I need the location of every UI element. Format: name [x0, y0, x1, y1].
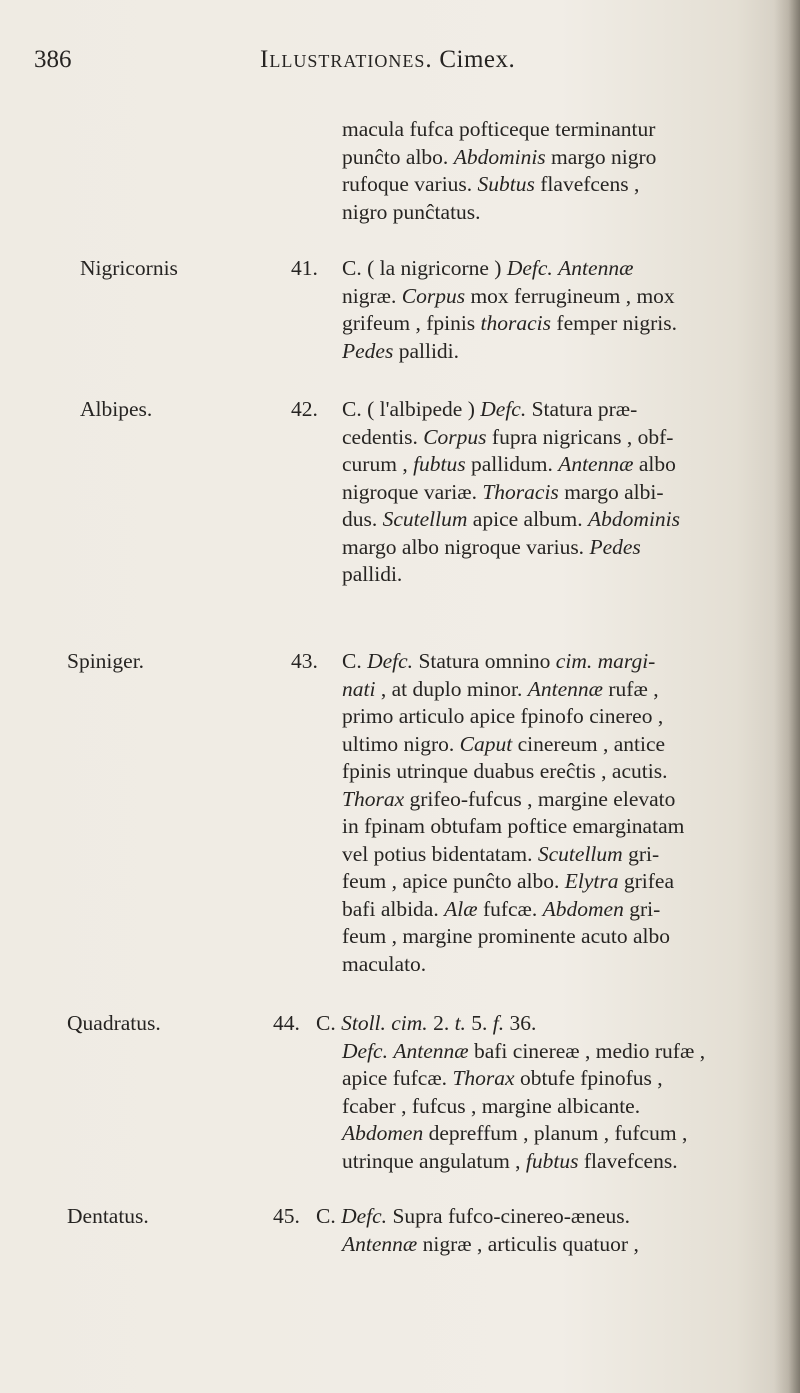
text-line: Thorax grifeo-fufcus , margine elevato [342, 786, 676, 811]
text-line: in fpinam obtufam poftice emarginatam [342, 814, 685, 838]
text-line: margo albo nigroque varius. Pedes [342, 534, 641, 559]
species-name: Nigricornis [80, 256, 178, 280]
species-name: Dentatus. [67, 1204, 149, 1228]
species-name: Albipes. [80, 397, 153, 421]
text-line: rufoque varius. Subtus flavefcens , [342, 172, 640, 196]
text-line: Abdomen depreffum , planum , fufcum , [342, 1121, 688, 1145]
text-line: C. ( la nigricorne ) Defc. Antennæ [342, 256, 634, 280]
text-line: fcaber , fufcus , margine albicante. [342, 1093, 641, 1118]
text-line: feum , margine prominente acuto albo [342, 924, 671, 948]
text-line: curum , fubtus pallidum. Antennæ albo [342, 452, 676, 476]
text-line: nati , at duplo minor. Antennæ rufæ , [342, 676, 659, 701]
species-name: Quadratus. [67, 1011, 161, 1035]
text-line: C. Defc. Statura omnino cim. margi- [342, 649, 656, 673]
species-number: 42. [291, 397, 318, 421]
page-edge-shadow [774, 0, 800, 1393]
text-line: Defc. Antennæ bafi cinereæ , medio rufæ , [342, 1038, 706, 1063]
intro-body [342, 116, 770, 226]
species-description [316, 1010, 744, 1175]
text-line: C. Defc. Supra fufco-cinereo-æneus. [316, 1204, 631, 1228]
text-line: pallidi. [342, 562, 403, 586]
text-line: primo articulo apice fpinofo cinereo , [342, 704, 664, 728]
species-description [342, 396, 770, 589]
text-line: utrinque angulatum , fubtus flavefcens. [342, 1148, 678, 1173]
text-line: maculato. [342, 951, 427, 976]
text-line: vel potius bidentatam. Scutellum gri- [342, 841, 660, 866]
species-number: 41. [291, 256, 318, 280]
text-line: cedentis. Corpus fupra nigricans , obf- [342, 424, 674, 449]
text-line: macula fufca poftіceque terminantur [342, 117, 656, 141]
text-line: nigroque variæ. Thoracis margo albi- [342, 479, 664, 504]
running-title-main: Illustrationes. [260, 46, 433, 73]
running-title [260, 40, 515, 80]
species-description [342, 648, 770, 978]
text-line: feum , apice punĉto albo. Elytra grifea [342, 869, 674, 893]
text-line: grifeum , fpinis thoracis femper nigris. [342, 311, 678, 335]
species-number: 44. [273, 1011, 300, 1035]
text-line: Pedes pallidi. [342, 338, 460, 363]
text-line: Antennæ nigræ , articulis quatuor , [342, 1231, 639, 1256]
text-line: nigræ. Corpus mox ferrugineum , mox [342, 283, 675, 308]
text-line: bafi albida. Alæ fufcæ. Abdomen gri- [342, 896, 661, 921]
text-line: nigro punĉtatus. [342, 199, 481, 224]
text-line: dus. Scutellum apice album. Abdominis [342, 507, 681, 531]
species-number: 45. [273, 1204, 300, 1228]
text-line: C. ( l'albipede ) Defc. Statura præ- [342, 397, 638, 421]
page-header [34, 40, 760, 80]
species-number: 43. [291, 649, 318, 673]
page-number: 386 [34, 46, 72, 73]
species-description [342, 255, 770, 365]
species-description [316, 1203, 744, 1258]
text-line: fpinis utrinque duabus ereĉtis , acutis. [342, 759, 668, 783]
text-line: apice fufcæ. Thorax obtufe fpinofus , [342, 1066, 663, 1090]
text-line: punĉto albo. Abdominis margo nigro [342, 144, 657, 169]
text-line: ultimo nigro. Caput cinereum , antice [342, 731, 666, 756]
text-line: C. Stoll. cim. 2. t. 5. f. 36. [316, 1011, 537, 1035]
running-title-section: Cimex. [439, 46, 516, 73]
species-name: Spiniger. [67, 649, 145, 673]
